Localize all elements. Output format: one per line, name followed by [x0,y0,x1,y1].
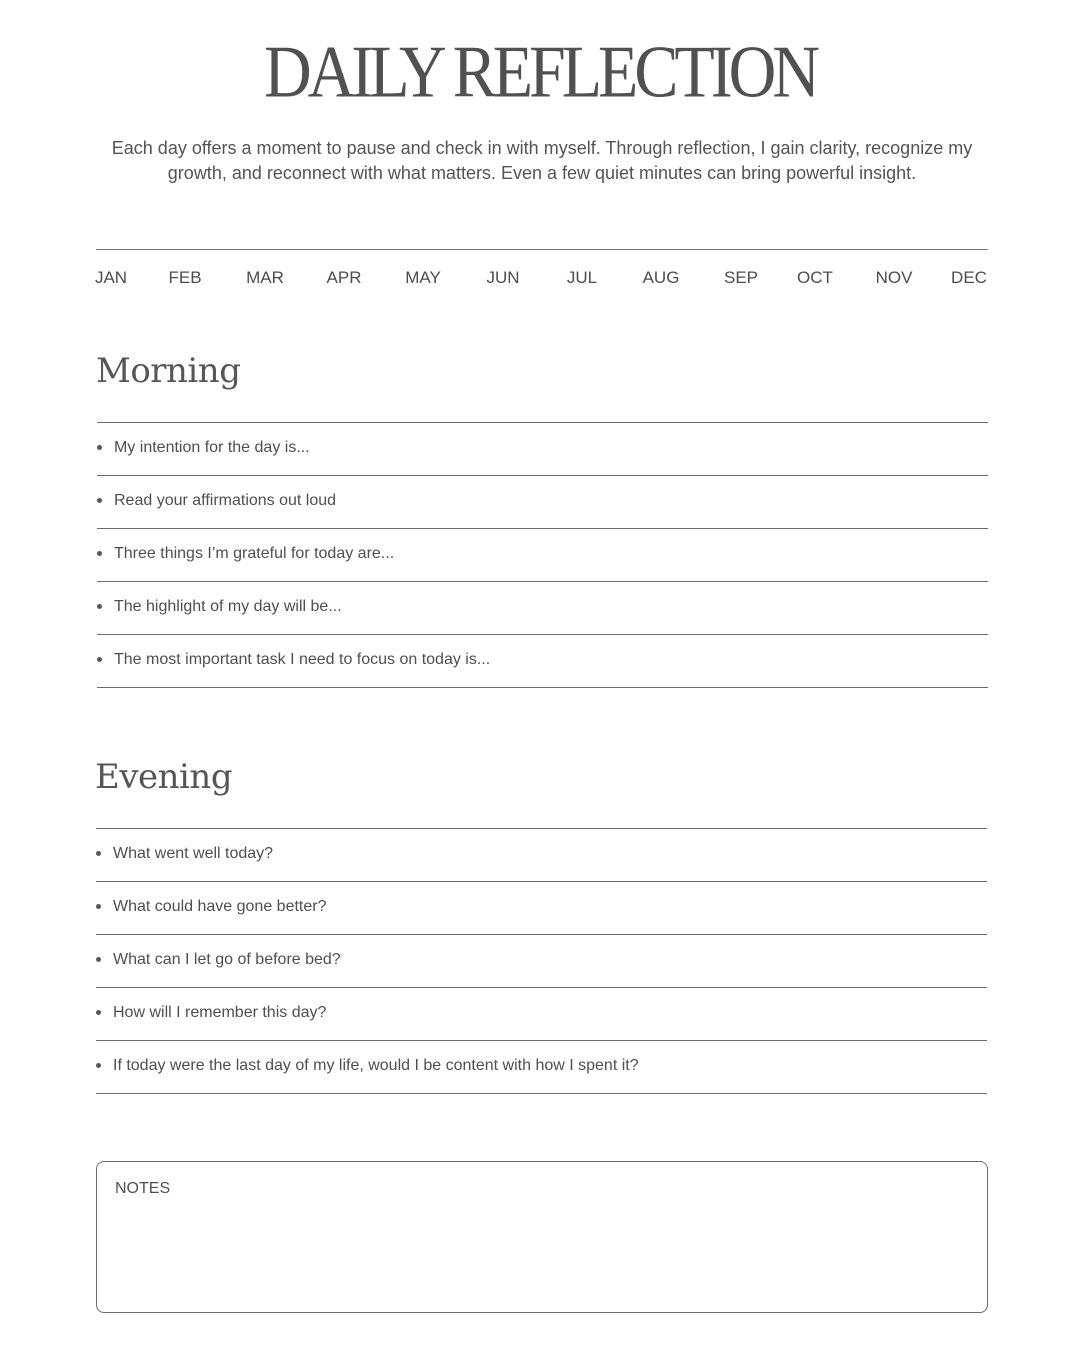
month-jun[interactable]: JUN [486,268,520,287]
month-nov[interactable]: NOV [875,268,913,287]
month-apr[interactable]: APR [326,268,362,287]
month-jan[interactable]: JAN [94,268,128,287]
bullet-icon [97,551,102,556]
notes-label: NOTES [115,1180,171,1197]
month-feb[interactable]: FEB [168,268,202,287]
morning-heading: Morning [96,351,241,391]
evening-prompt-list [96,828,987,1094]
bullet-icon [97,604,102,609]
morning-prompt-text: The highlight of my day will be... [114,598,342,615]
evening-prompt-text: What can I let go of before bed? [113,951,341,968]
evening-prompt[interactable] [96,828,987,881]
bullet-icon [96,1010,101,1015]
notes-box[interactable] [96,1161,988,1313]
page-title: DAILY REFLECTION [263,31,817,114]
bullet-icon [96,904,101,909]
evening-prompt-text: What went well today? [113,845,274,862]
evening-heading: Evening [95,757,233,797]
intro-paragraph: Each day offers a moment to pause and check in with myself. Through reflection, I gain clarity, recognize my growth, and reconnect with what matters. Even a few quiet minutes can bring powerful insight. [111,138,973,183]
bullet-icon [96,1063,101,1068]
month-mar[interactable]: MAR [246,268,284,287]
morning-prompt-text: Read your affirmations out loud [114,492,337,509]
morning-prompt[interactable] [97,475,988,528]
morning-prompt-list [97,422,988,688]
month-jul[interactable]: JUL [566,268,598,287]
morning-prompt-text: Three things I’m grateful for today are... [114,545,395,562]
month-oct[interactable]: OCT [797,268,833,287]
month-may[interactable]: MAY [405,268,441,287]
morning-prompt-text: The most important task I need to focus on today is... [114,651,491,668]
evening-prompt-text: If today were the last day of my life, would I be content with how I spent it? [113,1057,639,1074]
month-divider [96,249,988,250]
month-selector [0,268,1080,290]
evening-prompt[interactable] [96,987,987,1040]
month-dec[interactable]: DEC [951,268,987,287]
bullet-icon [97,445,102,450]
month-aug[interactable]: AUG [642,268,680,287]
morning-prompt[interactable] [97,528,988,581]
morning-prompt[interactable] [97,581,988,634]
evening-prompt-text: How will I remember this day? [113,1004,327,1021]
bullet-icon [96,851,101,856]
evening-prompt[interactable] [96,1040,987,1094]
morning-prompt[interactable] [97,634,988,688]
evening-prompt[interactable] [96,881,987,934]
bullet-icon [97,657,102,662]
month-sep[interactable]: SEP [723,268,759,287]
evening-prompt[interactable] [96,934,987,987]
bullet-icon [96,957,101,962]
morning-prompt[interactable] [97,422,988,475]
morning-prompt-text: My intention for the day is... [114,439,310,456]
bullet-icon [97,498,102,503]
evening-prompt-text: What could have gone better? [113,898,327,915]
